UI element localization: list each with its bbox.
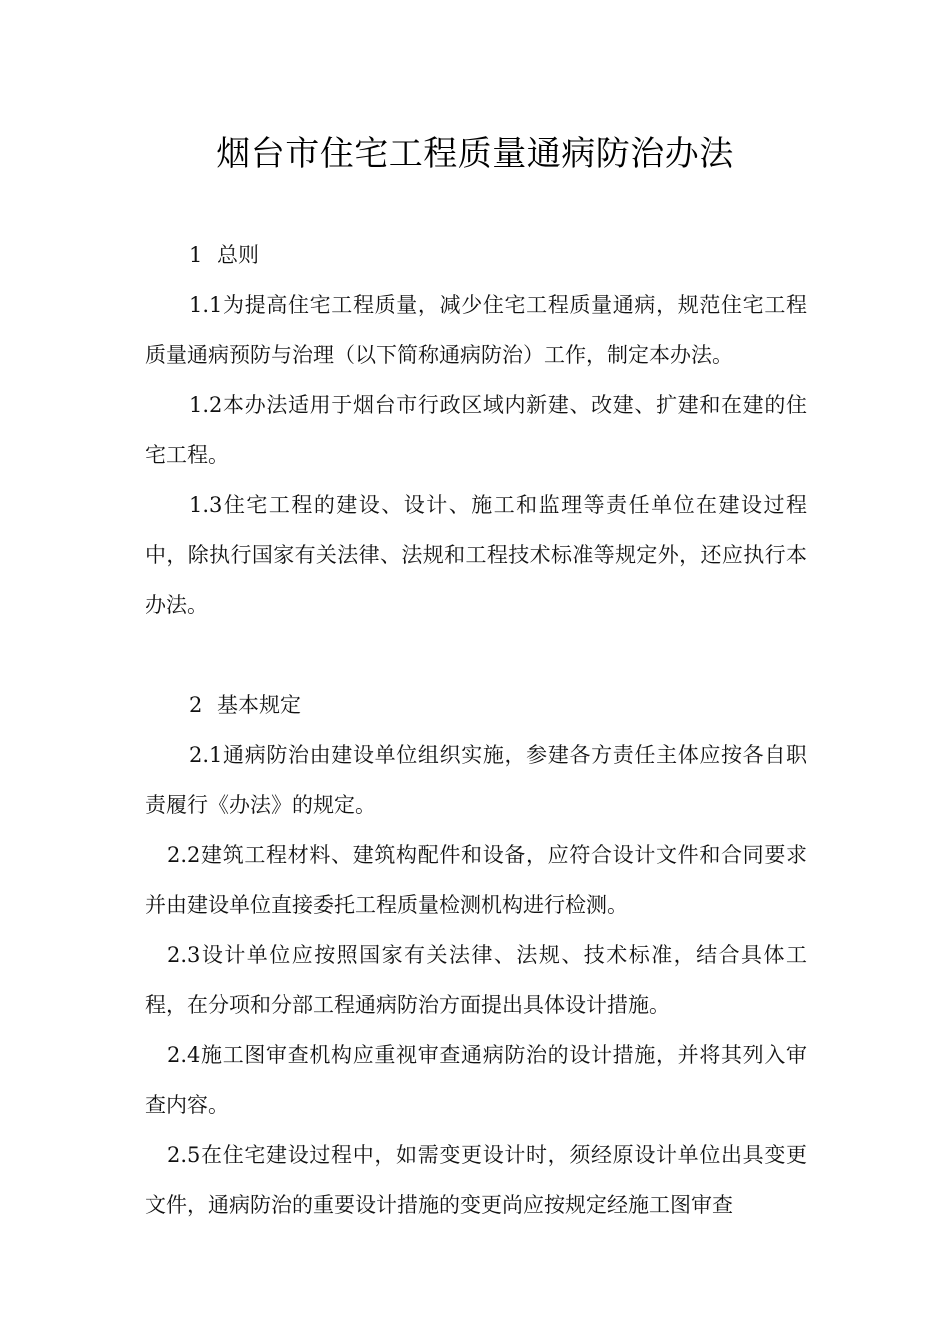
paragraph: 2.4施工图审查机构应重视审查通病防治的设计措施，并将其列入审查内容。 bbox=[145, 1043, 807, 1117]
paragraph: 2.1通病防治由建设单位组织实施，参建各方责任主体应按各自职责履行《办法》的规定。 bbox=[145, 743, 807, 817]
section-number: 1 bbox=[189, 243, 203, 267]
section-heading bbox=[145, 680, 807, 730]
document-title: 烟台市住宅工程质量通病防治办法 bbox=[216, 134, 734, 174]
paragraph: 1.1为提高住宅工程质量，减少住宅工程质量通病，规范住宅工程质量通病预防与治理（以下简称通病防治）工作，制定本办法。 bbox=[145, 293, 807, 367]
section-heading bbox=[145, 230, 807, 280]
section-title: 总则 bbox=[217, 243, 259, 267]
paragraph: 2.2建筑工程材料、建筑构配件和设备，应符合设计文件和合同要求并由建设单位直接委托工程质量检测机构进行检测。 bbox=[145, 843, 807, 917]
section-title: 基本规定 bbox=[217, 693, 301, 717]
paragraph: 1.3住宅工程的建设、设计、施工和监理等责任单位在建设过程中，除执行国家有关法律、法规和工程技术标准等规定外，还应执行本办法。 bbox=[145, 493, 807, 617]
section-number: 2 bbox=[189, 693, 203, 717]
section-spacer bbox=[145, 630, 807, 680]
paragraph: 2.5在住宅建设过程中，如需变更设计时，须经原设计单位出具变更文件，通病防治的重要设计措施的变更尚应按规定经施工图审查 bbox=[145, 1143, 807, 1217]
document-body bbox=[145, 230, 807, 1230]
paragraph: 2.3设计单位应按照国家有关法律、法规、技术标准，结合具体工程，在分项和分部工程通病防治方面提出具体设计措施。 bbox=[145, 943, 807, 1017]
paragraph: 1.2本办法适用于烟台市行政区域内新建、改建、扩建和在建的住宅工程。 bbox=[145, 393, 807, 467]
